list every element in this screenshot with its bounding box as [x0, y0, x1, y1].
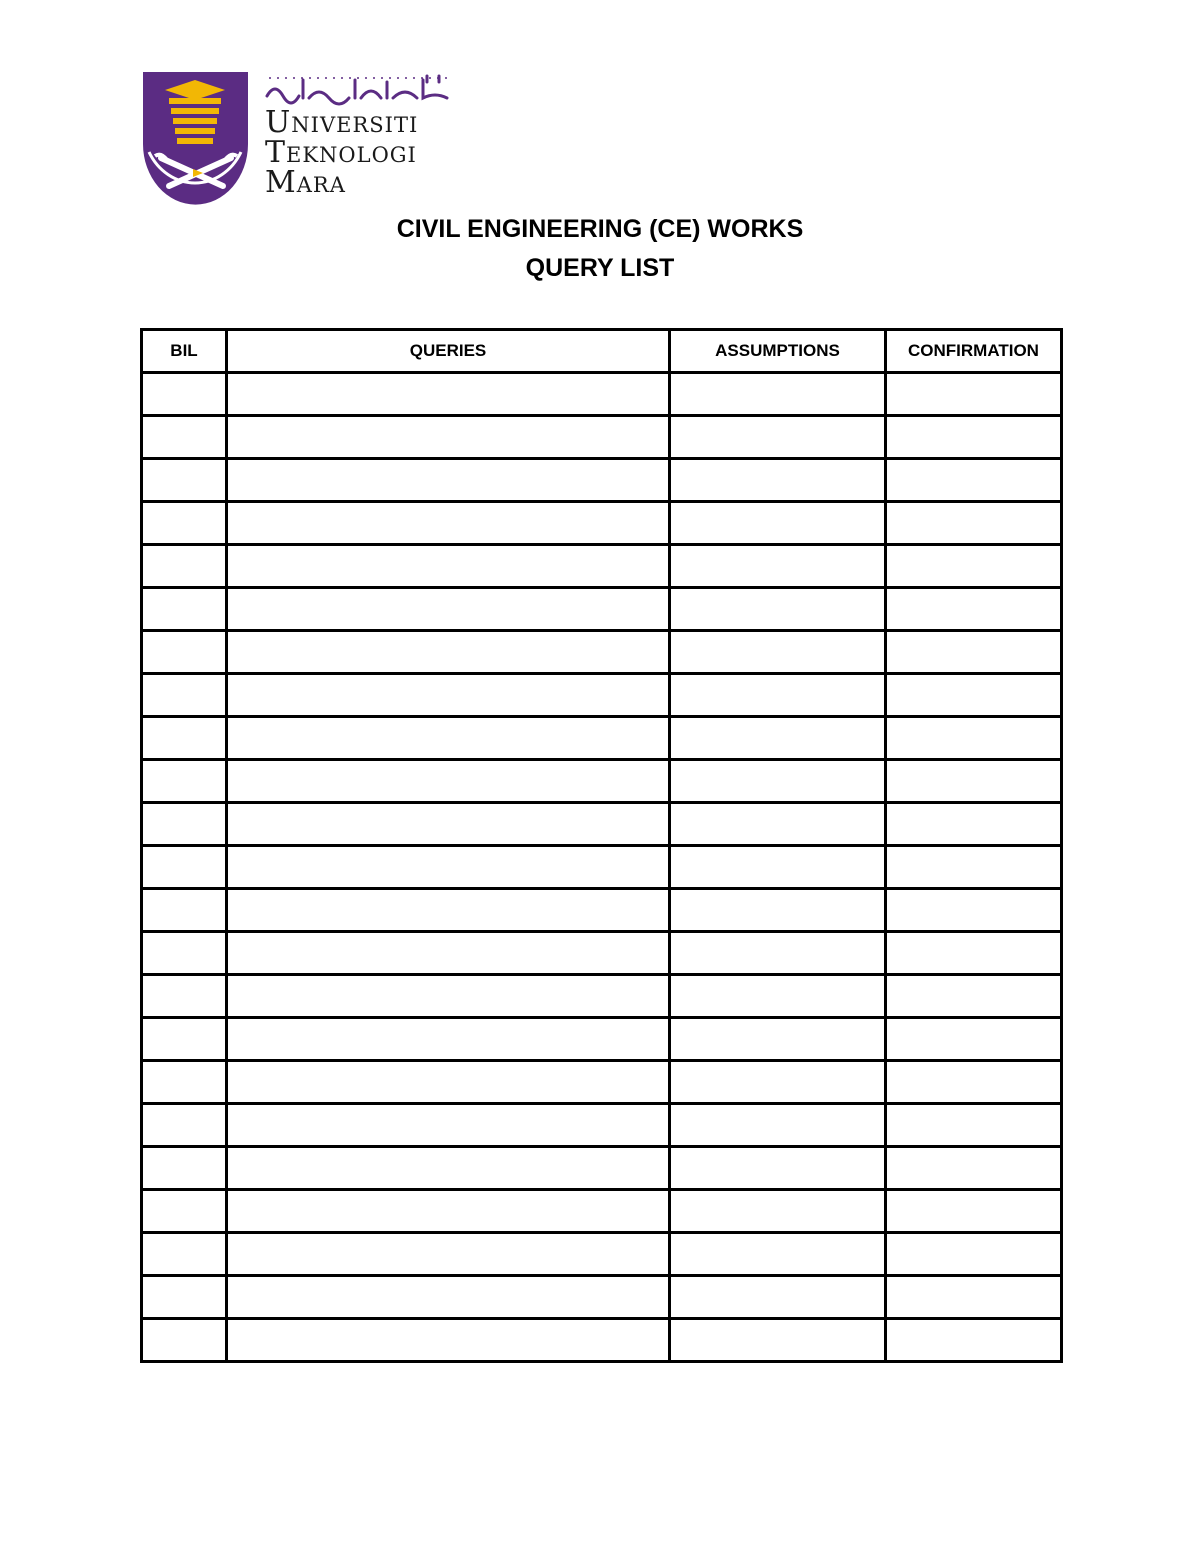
table-cell[interactable] [886, 1190, 1062, 1233]
table-row [142, 717, 1062, 760]
table-cell[interactable] [670, 1233, 886, 1276]
logo-universiti: Universiti [265, 105, 419, 140]
table-row [142, 416, 1062, 459]
table-row [142, 1061, 1062, 1104]
table-cell[interactable] [886, 1233, 1062, 1276]
table-cell[interactable] [670, 932, 886, 975]
table-cell[interactable] [142, 1319, 227, 1362]
table-row [142, 889, 1062, 932]
table-cell[interactable] [227, 803, 670, 846]
table-cell[interactable] [142, 674, 227, 717]
table-cell[interactable] [886, 588, 1062, 631]
table-cell[interactable] [227, 459, 670, 502]
table-cell[interactable] [227, 416, 670, 459]
table-row [142, 1104, 1062, 1147]
table-cell[interactable] [142, 1233, 227, 1276]
header-bil: BIL [142, 330, 227, 373]
table-cell[interactable] [227, 760, 670, 803]
table-cell[interactable] [227, 1190, 670, 1233]
table-cell[interactable] [227, 1061, 670, 1104]
table-cell[interactable] [142, 631, 227, 674]
table-cell[interactable] [142, 1276, 227, 1319]
table-cell[interactable] [886, 545, 1062, 588]
table-cell[interactable] [142, 760, 227, 803]
table-row [142, 1319, 1062, 1362]
table-cell[interactable] [227, 717, 670, 760]
table-cell[interactable] [670, 545, 886, 588]
logo-teknologi: Teknologi [265, 135, 417, 170]
table-cell[interactable] [227, 1319, 670, 1362]
table-cell[interactable] [670, 1147, 886, 1190]
table-row [142, 631, 1062, 674]
table-cell[interactable] [227, 373, 670, 416]
table-cell[interactable] [670, 631, 886, 674]
table-cell[interactable] [886, 1319, 1062, 1362]
table-row [142, 502, 1062, 545]
table-cell[interactable] [142, 846, 227, 889]
header-confirmation: CONFIRMATION [886, 330, 1062, 373]
table-cell[interactable] [886, 502, 1062, 545]
table-cell[interactable] [886, 631, 1062, 674]
table-row [142, 1018, 1062, 1061]
table-cell[interactable] [886, 975, 1062, 1018]
table-header-row [142, 330, 1062, 373]
table-cell[interactable] [670, 1061, 886, 1104]
table-cell[interactable] [670, 459, 886, 502]
table-row [142, 459, 1062, 502]
table-cell[interactable] [227, 846, 670, 889]
table-cell[interactable] [886, 717, 1062, 760]
table-cell[interactable] [142, 545, 227, 588]
table-cell[interactable] [670, 502, 886, 545]
table-cell[interactable] [142, 1190, 227, 1233]
table-cell[interactable] [142, 373, 227, 416]
document-title: CIVIL ENGINEERING (CE) WORKS [396, 215, 804, 243]
table-cell[interactable] [670, 588, 886, 631]
table-cell[interactable] [227, 545, 670, 588]
table-cell[interactable] [142, 502, 227, 545]
jawi-script-logo-text [263, 72, 453, 106]
table-cell[interactable] [886, 1147, 1062, 1190]
table-cell[interactable] [142, 588, 227, 631]
table-cell[interactable] [886, 846, 1062, 889]
table-cell[interactable] [142, 975, 227, 1018]
table-cell[interactable] [227, 588, 670, 631]
table-cell[interactable] [227, 631, 670, 674]
table-cell[interactable] [886, 459, 1062, 502]
table-cell[interactable] [886, 1018, 1062, 1061]
table-cell[interactable] [670, 416, 886, 459]
table-row [142, 760, 1062, 803]
uitm-crest-icon [143, 72, 253, 206]
table-cell[interactable] [227, 1147, 670, 1190]
table-cell[interactable] [886, 416, 1062, 459]
table-cell[interactable] [670, 1104, 886, 1147]
table-cell[interactable] [227, 1018, 670, 1061]
table-cell[interactable] [142, 1104, 227, 1147]
table-cell[interactable] [227, 932, 670, 975]
table-body [142, 373, 1062, 1362]
table-cell[interactable] [886, 889, 1062, 932]
table-cell[interactable] [227, 1104, 670, 1147]
table-row [142, 588, 1062, 631]
table-row [142, 803, 1062, 846]
table-cell[interactable] [227, 674, 670, 717]
query-list-table [140, 328, 1063, 1363]
table-cell[interactable] [886, 674, 1062, 717]
table-cell[interactable] [886, 932, 1062, 975]
table-cell[interactable] [670, 674, 886, 717]
table-cell[interactable] [142, 416, 227, 459]
table-row [142, 373, 1062, 416]
table-row [142, 1233, 1062, 1276]
table-row [142, 932, 1062, 975]
table-cell[interactable] [142, 1147, 227, 1190]
table-row [142, 1147, 1062, 1190]
table-cell[interactable] [142, 803, 227, 846]
table-cell[interactable] [670, 803, 886, 846]
table-cell[interactable] [886, 803, 1062, 846]
table-cell[interactable] [670, 760, 886, 803]
table-cell[interactable] [670, 1190, 886, 1233]
document-subtitle: QUERY LIST [525, 254, 675, 282]
table-row [142, 1190, 1062, 1233]
logo-mara: Mara [265, 165, 346, 200]
table-cell[interactable] [227, 1276, 670, 1319]
table-cell[interactable] [886, 1104, 1062, 1147]
table-cell[interactable] [227, 889, 670, 932]
table-cell[interactable] [886, 760, 1062, 803]
table-row [142, 846, 1062, 889]
table-cell[interactable] [670, 1276, 886, 1319]
table-cell[interactable] [670, 889, 886, 932]
table-cell[interactable] [670, 717, 886, 760]
table-cell[interactable] [142, 932, 227, 975]
header-queries: QUERIES [227, 330, 670, 373]
table-cell[interactable] [886, 1061, 1062, 1104]
table-row [142, 674, 1062, 717]
table-cell[interactable] [227, 1233, 670, 1276]
table-cell[interactable] [670, 1319, 886, 1362]
table-cell[interactable] [670, 1018, 886, 1061]
table-cell[interactable] [886, 373, 1062, 416]
table-cell[interactable] [670, 846, 886, 889]
table-row [142, 975, 1062, 1018]
table-cell[interactable] [142, 717, 227, 760]
table-cell[interactable] [227, 502, 670, 545]
table-row [142, 545, 1062, 588]
table-row [142, 1276, 1062, 1319]
header-assumptions: ASSUMPTIONS [670, 330, 886, 373]
table-cell[interactable] [142, 1061, 227, 1104]
table-cell[interactable] [886, 1276, 1062, 1319]
table-cell[interactable] [670, 975, 886, 1018]
table-cell[interactable] [670, 373, 886, 416]
table-cell[interactable] [227, 975, 670, 1018]
table-cell[interactable] [142, 459, 227, 502]
table-cell[interactable] [142, 1018, 227, 1061]
table-cell[interactable] [142, 889, 227, 932]
